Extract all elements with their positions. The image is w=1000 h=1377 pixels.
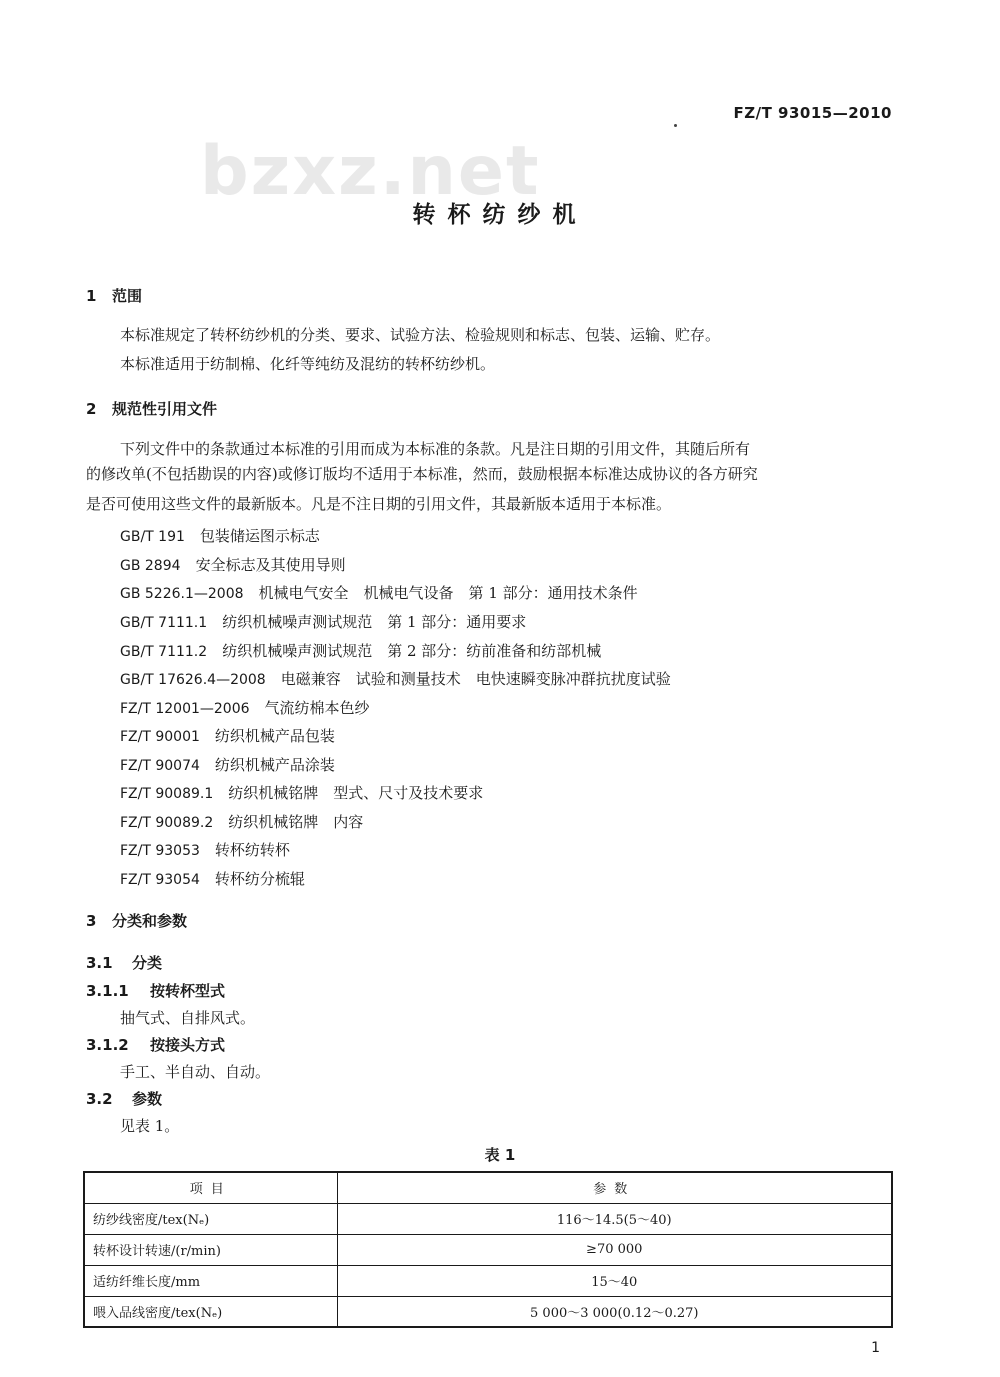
section-3-1-1-heading bbox=[86, 980, 225, 1001]
table-cell-item: 喂入品线密度/tex(Nₑ) bbox=[84, 1296, 337, 1327]
reference-code: GB/T 7111.1 bbox=[120, 615, 208, 631]
section-2-heading bbox=[86, 398, 217, 419]
reference-code: GB/T 191 bbox=[120, 529, 185, 545]
section-3-1-2-heading bbox=[86, 1034, 225, 1055]
section-number: 3.2 bbox=[86, 1090, 113, 1108]
section-1-paragraph-1: 本标准规定了转杯纺纱机的分类、要求、试验方法、检验规则和标志、包装、运输、贮存。 bbox=[120, 326, 721, 344]
table-header-cell: 项目 bbox=[84, 1172, 337, 1203]
reference-title: 包装储运图示标志 bbox=[199, 527, 320, 545]
reference-title: 纺织机械噪声测试规范 第 1 部分：通用要求 bbox=[222, 613, 527, 631]
reference-title: 纺织机械产品涂装 bbox=[214, 756, 335, 774]
reference-code: GB 5226.1—2008 bbox=[120, 586, 244, 602]
reference-item bbox=[120, 582, 638, 603]
table-row bbox=[84, 1203, 892, 1234]
reference-code: FZ/T 90074 bbox=[120, 758, 200, 774]
reference-item bbox=[120, 554, 346, 575]
reference-code: GB 2894 bbox=[120, 558, 181, 574]
reference-item bbox=[120, 754, 335, 775]
reference-code: FZ/T 93054 bbox=[120, 872, 200, 888]
section-title: 按转杯型式 bbox=[150, 982, 226, 1000]
section-title: 分类 bbox=[132, 954, 163, 972]
reference-item bbox=[120, 640, 601, 661]
section-1-paragraph-2: 本标准适用于纺制棉、化纤等纯纺及混纺的转杯纺纱机。 bbox=[120, 355, 496, 373]
reference-title: 电磁兼容 试验和测量技术 电快速瞬变脉冲群抗扰度试验 bbox=[280, 670, 671, 688]
table-caption: 表 1 bbox=[484, 1146, 516, 1164]
reference-title: 纺织机械产品包装 bbox=[214, 727, 335, 745]
parameters-table bbox=[83, 1171, 893, 1328]
document-title: 转杯纺纱机 bbox=[412, 202, 588, 228]
reference-title: 纺织机械铭牌 型式、尺寸及技术要求 bbox=[228, 784, 484, 802]
table-cell-item: 转杯设计转速/(r/min) bbox=[84, 1234, 337, 1265]
table-row bbox=[84, 1234, 892, 1265]
reference-item bbox=[120, 525, 320, 546]
reference-item bbox=[120, 725, 335, 746]
reference-title: 转杯纺分梳辊 bbox=[214, 870, 305, 888]
reference-title: 机械电气安全 机械电气设备 第 1 部分：通用技术条件 bbox=[258, 584, 638, 602]
reference-code: GB/T 17626.4—2008 bbox=[120, 672, 266, 688]
table-row bbox=[84, 1296, 892, 1327]
section-3-1-heading bbox=[86, 952, 162, 973]
table-cell-value: 15～40 bbox=[337, 1265, 892, 1296]
scan-speck bbox=[674, 124, 677, 127]
section-title: 分类和参数 bbox=[112, 912, 188, 930]
reference-title: 纺织机械噪声测试规范 第 2 部分：纺前准备和纺部机械 bbox=[222, 642, 602, 660]
table-row bbox=[84, 1265, 892, 1296]
section-title: 范围 bbox=[112, 287, 143, 305]
reference-code: FZ/T 90089.2 bbox=[120, 815, 214, 831]
standard-code: FZ/T 93015—2010 bbox=[733, 104, 892, 122]
reference-code: GB/T 7111.2 bbox=[120, 644, 208, 660]
section-3-heading bbox=[86, 910, 187, 931]
reference-item bbox=[120, 668, 671, 689]
reference-item bbox=[120, 839, 290, 860]
section-3-2-heading bbox=[86, 1088, 162, 1109]
reference-item bbox=[120, 811, 363, 832]
section-number: 3 bbox=[86, 912, 97, 930]
section-number: 3.1.1 bbox=[86, 982, 129, 1000]
reference-code: FZ/T 90001 bbox=[120, 729, 200, 745]
section-title: 规范性引用文件 bbox=[112, 400, 218, 418]
section-1-heading bbox=[86, 285, 142, 306]
reference-code: FZ/T 93053 bbox=[120, 843, 200, 859]
table-cell-item: 纺纱线密度/tex(Nₑ) bbox=[84, 1203, 337, 1234]
section-title: 按接头方式 bbox=[150, 1036, 226, 1054]
section-number: 3.1.2 bbox=[86, 1036, 129, 1054]
table-cell-value: 116～14.5(5～40) bbox=[337, 1203, 892, 1234]
section-2-intro-line-2: 的修改单(不包括勘误的内容)或修订版均不适用于本标准，然而，鼓励根据本标准达成协议的各方研究 bbox=[86, 465, 758, 483]
reference-item bbox=[120, 697, 370, 718]
table-cell-item: 适纺纤维长度/mm bbox=[84, 1265, 337, 1296]
section-3-2-text: 见表 1。 bbox=[120, 1117, 180, 1135]
section-number: 3.1 bbox=[86, 954, 113, 972]
reference-title: 纺织机械铭牌 内容 bbox=[228, 813, 364, 831]
table-header-cell: 参数 bbox=[337, 1172, 892, 1203]
section-title: 参数 bbox=[132, 1090, 163, 1108]
section-3-1-2-text: 手工、半自动、自动。 bbox=[120, 1063, 271, 1081]
reference-title: 转杯纺转杯 bbox=[214, 841, 290, 859]
table-header-row bbox=[84, 1172, 892, 1203]
reference-item bbox=[120, 611, 526, 632]
table-cell-value: ≥70 000 bbox=[337, 1234, 892, 1265]
watermark-text: bzxz.net bbox=[200, 132, 541, 211]
section-3-1-1-text: 抽气式、自排风式。 bbox=[120, 1009, 256, 1027]
reference-title: 气流纺棉本色纱 bbox=[264, 699, 370, 717]
section-2-intro-line-1: 下列文件中的条款通过本标准的引用而成为本标准的条款。凡是注日期的引用文件，其随后所有 bbox=[120, 440, 751, 458]
reference-title: 安全标志及其使用导则 bbox=[195, 556, 346, 574]
reference-code: FZ/T 90089.1 bbox=[120, 786, 214, 802]
table-cell-value: 5 000～3 000(0.12～0.27) bbox=[337, 1296, 892, 1327]
section-number: 2 bbox=[86, 400, 97, 418]
section-2-intro-line-3: 是否可使用这些文件的最新版本。凡是不注日期的引用文件，其最新版本适用于本标准。 bbox=[86, 495, 672, 513]
reference-code: FZ/T 12001—2006 bbox=[120, 701, 250, 717]
page-number: 1 bbox=[871, 1340, 880, 1356]
section-number: 1 bbox=[86, 287, 97, 305]
reference-item bbox=[120, 868, 305, 889]
reference-item bbox=[120, 782, 483, 803]
